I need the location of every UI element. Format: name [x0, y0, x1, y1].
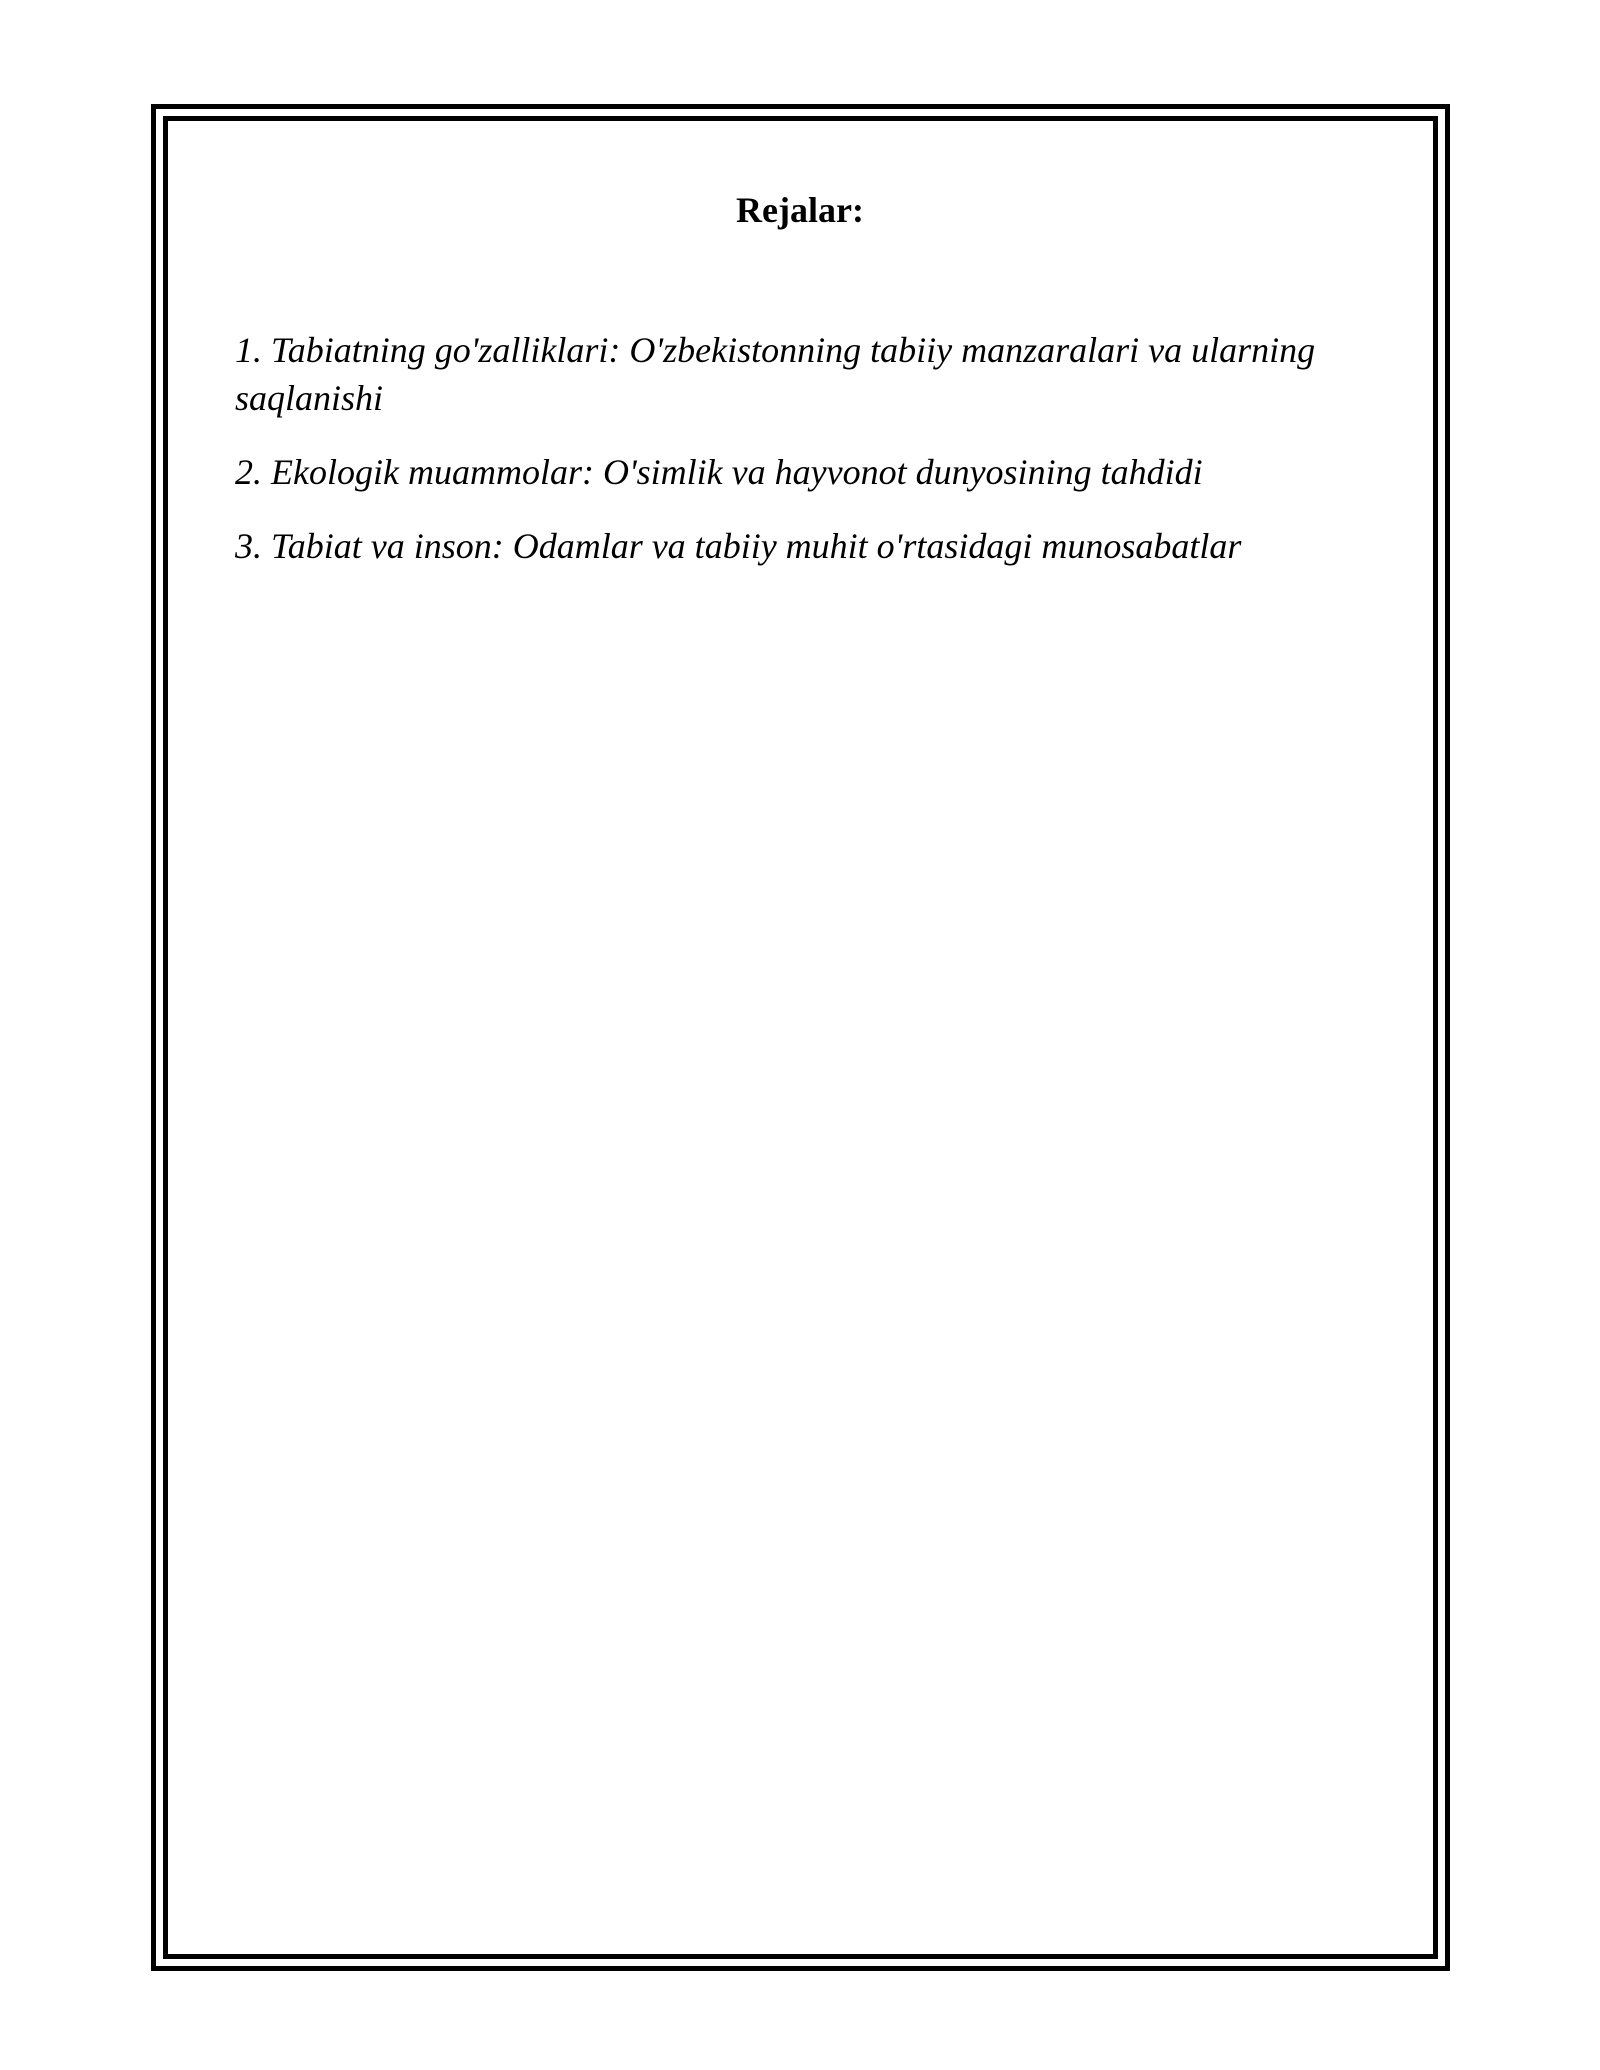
plan-item-3: 3. Tabiat va inson: Odamlar va tabiiy muhit o'rtasidagi munosabatlar	[235, 526, 1242, 566]
plan-item-2: 2. Ekologik muammolar: O'simlik va hayvonot dunyosining tahdidi	[235, 452, 1203, 492]
page-title: Rejalar:	[736, 190, 864, 230]
plan-list	[235, 326, 1375, 596]
plan-item-1: 1. Tabiatning go'zalliklari: O'zbekistonning tabiiy manzaralari va ularning saqlanishi	[235, 330, 1316, 418]
